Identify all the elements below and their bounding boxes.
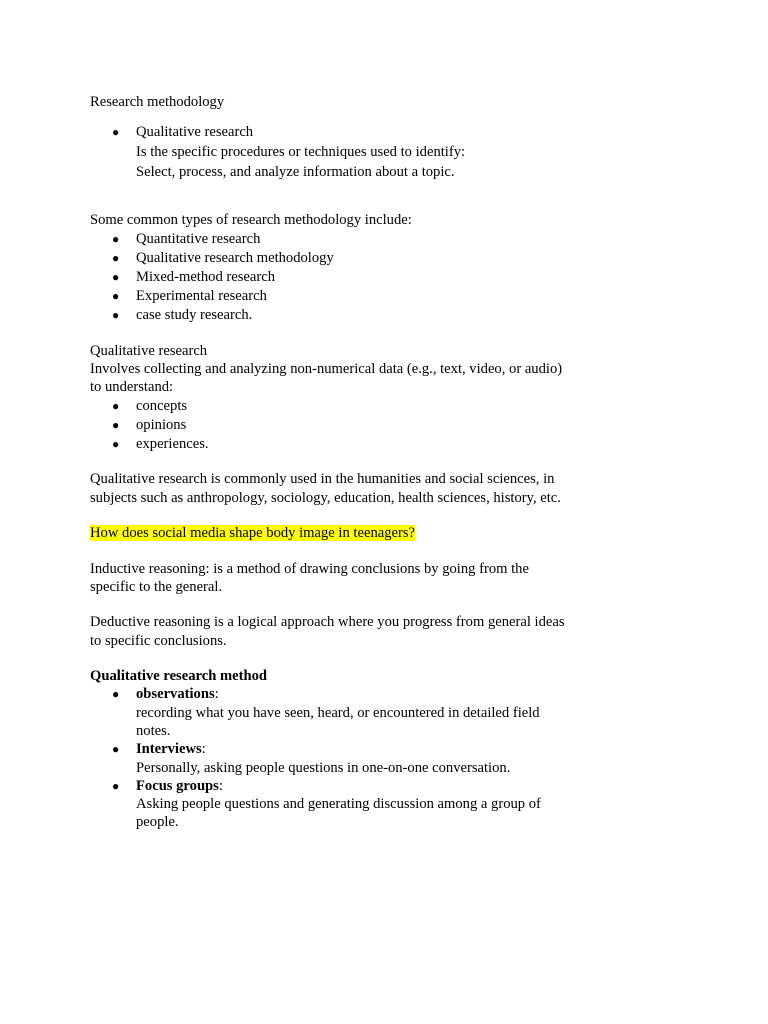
bullet-icon: ● xyxy=(112,232,120,246)
usage-paragraph-line: Qualitative research is commonly used in the humanities and social sciences, in xyxy=(90,471,555,487)
qualitative-description-line: Involves collecting and analyzing non-numerical data (e.g., text, video, or audio) xyxy=(90,361,563,377)
bullet-icon: ● xyxy=(112,437,120,451)
colon-text: : xyxy=(218,778,223,794)
intro-description-line: Select, process, and analyze information about a topic. xyxy=(136,164,455,180)
method-title: Qualitative research method xyxy=(90,668,267,684)
highlighted-question xyxy=(90,524,590,543)
colon-text: : xyxy=(201,741,206,757)
deductive-paragraph-line: Deductive reasoning is a logical approach where you progress from general ideas xyxy=(90,614,565,630)
highlighted-question-text: How does social media shape body image in teenagers? xyxy=(90,525,416,541)
list-item-label xyxy=(136,685,219,704)
list-item-label: Quantitative research xyxy=(136,231,261,247)
bullet-icon: ● xyxy=(112,125,120,139)
bullet-icon: ● xyxy=(112,399,120,413)
list-item-label: Mixed-method research xyxy=(136,269,275,285)
list-item-label: concepts xyxy=(136,398,188,414)
method-name: Focus groups xyxy=(136,778,219,794)
bullet-icon: ● xyxy=(112,779,120,793)
bullet-icon: ● xyxy=(112,251,120,265)
inductive-paragraph-line: Inductive reasoning: is a method of drawing conclusions by going from the xyxy=(90,561,529,577)
list-item-label xyxy=(136,740,206,759)
list-item-label: Qualitative research methodology xyxy=(136,250,334,266)
bullet-icon: ● xyxy=(112,308,120,322)
method-description-line: recording what you have seen, heard, or encountered in detailed field xyxy=(136,705,540,721)
method-name: observations xyxy=(136,686,215,702)
bullet-icon: ● xyxy=(112,742,120,756)
list-item-label: case study research. xyxy=(136,307,253,323)
method-description-line: people. xyxy=(136,814,179,830)
list-item-label: opinions xyxy=(136,417,187,433)
method-name: Interviews xyxy=(136,741,202,757)
intro-description-line: Is the specific procedures or techniques used to identify: xyxy=(136,144,466,160)
page-heading: Research methodology xyxy=(90,94,225,110)
bullet-icon: ● xyxy=(112,418,120,432)
method-description-line: Asking people questions and generating discussion among a group of xyxy=(136,796,541,812)
colon-text: : xyxy=(214,686,219,702)
list-item-label: experiences. xyxy=(136,436,209,452)
deductive-paragraph-line: to specific conclusions. xyxy=(90,633,227,649)
bullet-icon: ● xyxy=(112,687,120,701)
qualitative-title: Qualitative research xyxy=(90,343,208,359)
list-item-label xyxy=(136,777,223,796)
list-item-label: Experimental research xyxy=(136,288,267,304)
usage-paragraph-line: subjects such as anthropology, sociology, education, health sciences, history, etc. xyxy=(90,490,561,506)
inductive-paragraph-line: specific to the general. xyxy=(90,579,223,595)
bullet-icon: ● xyxy=(112,289,120,303)
bullet-icon: ● xyxy=(112,270,120,284)
list-item-label: Qualitative research xyxy=(136,124,254,140)
method-description-line: notes. xyxy=(136,723,171,739)
qualitative-description-line: to understand: xyxy=(90,379,174,395)
types-intro: Some common types of research methodology include: xyxy=(90,212,412,228)
method-description-line: Personally, asking people questions in one-on-one conversation. xyxy=(136,760,511,776)
